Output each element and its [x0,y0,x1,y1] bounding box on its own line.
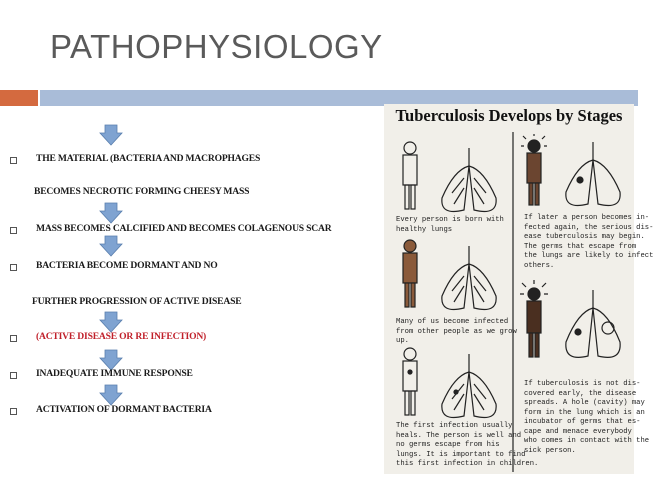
line-4: BACTERIA BECOME DORMANT AND NO [36,260,218,271]
bullet-icon [10,264,17,271]
line-5: FURTHER PROGRESSION OF ACTIVE DISEASE [32,296,242,307]
line-8: ACTIVATION OF DORMANT BACTERIA [36,404,212,415]
infected-figure [394,236,509,326]
down-arrow-icon [100,236,122,256]
down-arrow-icon [100,312,122,332]
down-arrow-icon [100,350,122,370]
reinfection-figure [518,134,633,214]
caption-5: If tuberculosis is not dis- covered early, the disease spreads. A hole (cavity) may form in the lung which is an incubator of germs that es- cape and menace everybody who comes in contact with the sick person. [524,380,650,455]
healed-figure [394,344,509,434]
down-arrow-icon [100,125,122,145]
line-3: MASS BECOMES CALCIFIED AND BECOMES COLAGENOUS SCAR [36,223,332,234]
divider [512,132,514,472]
down-arrow-icon [100,203,122,223]
down-arrow-icon [100,385,122,405]
caption-2: Many of us become infected from other people as we grow up. [396,318,517,345]
bullet-icon [10,157,17,164]
bullet-icon [10,372,17,379]
bullet-icon [10,408,17,415]
tb-stages-illustration [384,104,653,474]
caption-3: The first infection usually heals. The person is well and no germs escape from his lungs. It is important to find this first infection in children. [396,422,539,468]
bullet-icon [10,335,17,342]
slide-title: PATHOPHYSIOLOGY [50,28,383,65]
healthy-lungs-figure [394,138,509,228]
line-6: (ACTIVE DISEASE OR RE INFECTION) [36,331,207,342]
bullet-icon [10,227,17,234]
caption-1: Every person is born with healthy lungs [396,216,504,234]
title-accent-bar [0,90,38,106]
spread-figure [518,280,633,375]
line-7: INADEQUATE IMMUNE RESPONSE [36,368,193,379]
caption-4: If later a person becomes in- fected again, the serious dis- ease tuberculosis may begin. The germs that escape from the lungs are likely to infect others. [524,214,653,270]
line-2: BECOMES NECROTIC FORMING CHEESY MASS [34,186,250,197]
line-1: THE MATERIAL (BACTERIA AND MACROPHAGES [36,153,261,164]
illustration-title: Tuberculosis Develops by Stages [395,106,623,125]
